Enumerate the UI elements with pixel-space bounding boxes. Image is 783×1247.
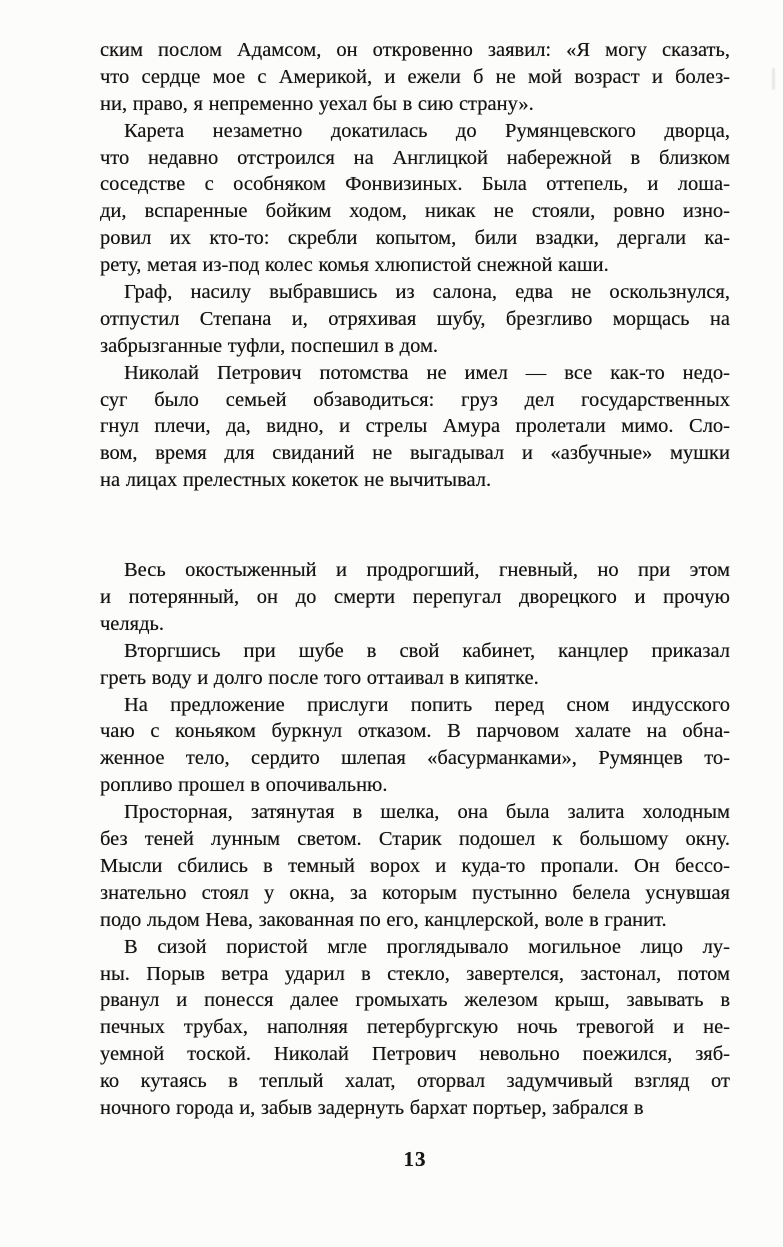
paragraph [100,279,730,360]
text-line: на лицах прелестных кокеток не вычитывал. [100,469,492,492]
paragraph [100,557,730,638]
paragraph [100,799,730,933]
text-line: женное тело, сердито шлепая «басурманками», Румянцев то- [100,747,730,770]
text-section-1 [100,37,730,494]
text-line: ропливо прошел в опочивальню. [100,774,388,797]
text-line: Николай Петрович потомства не имел — все как-то недо- [124,361,730,384]
text-line: ским послом Адамсом, он откровенно заявил: «Я могу сказать, [100,39,730,61]
text-line: и потерянный, он до смерти перепугал дворецкого и прочую [100,586,730,609]
text-line: суг было семьей обзаводиться: груз дел государственных [100,388,730,411]
text-line: греть воду и долго после того оттаивал в кипятке. [100,666,539,689]
text-line: печных трубах, наполняя петербургскую ночь тревогой и не- [100,1016,730,1039]
text-line: что недавно отстроился на Англицкой набережной в близком [100,146,730,169]
text-line: Вторгшись при шубе в свой кабинет, канцлер приказал [124,639,730,662]
text-block [100,37,730,1122]
text-line: Карета незаметно докатилась до Румянцевского дворца, [124,119,730,142]
text-line: В сизой пористой мгле проглядывало могильное лицо лу- [124,935,730,958]
paragraph [100,692,730,800]
text-line: уемной тоской. Николай Петрович невольно поежился, зяб- [100,1043,730,1066]
paragraph [100,934,730,1122]
text-line: Весь окостыженный и продрогший, гневный, но при этом [124,559,730,582]
text-line: отпустил Степана и, отряхивая шубу, брезгливо морщась на [100,307,730,330]
text-line: вом, время для свиданий не выгадывал и «азбучные» мушки [100,442,730,465]
paragraph [100,638,730,692]
paragraph [100,360,730,494]
text-line: челядь. [100,612,164,635]
text-line: забрызганные туфли, поспешил в дом. [100,334,439,357]
text-line: знательно стоял у окна, за которым пустынно белела уснувшая [100,881,730,904]
text-line: без теней лунным светом. Старик подошел к большому окну. [100,828,730,851]
text-line: ко кутаясь в теплый халат, оторвал задумчивый взгляд от [100,1070,730,1093]
text-line: ночного города и, забыв задернуть бархат портьер, забрался в [100,1096,644,1119]
text-line: рванул и понесся далее громыхать железом крыш, завывать в [100,989,730,1012]
text-line: что сердце мое с Америкой, и ежели б не мой возраст и болез- [100,65,730,88]
text-line: ровил их кто-то: скребли копытом, били взадки, дергали ка- [100,227,730,250]
text-line: подо льдом Нева, закованная по его, канцлерской, воле в гранит. [100,908,667,931]
text-line: На предложение прислуги попить перед сном индусского [124,693,730,716]
text-line: рету, метая из-под колес комья хлюпистой снежной каши. [100,254,609,277]
paragraph [100,118,730,279]
page-number: 13 [403,1147,427,1171]
text-line: чаю с коньяком буркнул отказом. В парчовом халате на обна- [100,720,730,743]
text-line: Мысли сбились в темный ворох и куда-то пропали. Он бессо- [100,854,730,877]
text-line: гнул плечи, да, видно, и стрелы Амура пролетали мимо. Сло- [100,415,730,438]
text-line: соседстве с особняком Фонвизиных. Была оттепель, и лоша- [100,173,730,196]
text-line: ди, вспаренные бойким ходом, никак не стояли, ровно изно- [100,200,730,223]
text-line: ни, право, я непременно уехал бы в сию страну». [100,92,534,115]
text-line: Граф, насилу выбравшись из салона, едва не оскользнулся, [124,281,730,304]
paragraph [100,37,730,118]
text-line: Просторная, затянутая в шелка, она была залита холодным [124,801,730,824]
scan-artifact [772,68,775,90]
text-section-2 [100,557,730,1122]
text-line: ны. Порыв ветра ударил в стекло, завертелся, застонал, потом [100,962,730,985]
